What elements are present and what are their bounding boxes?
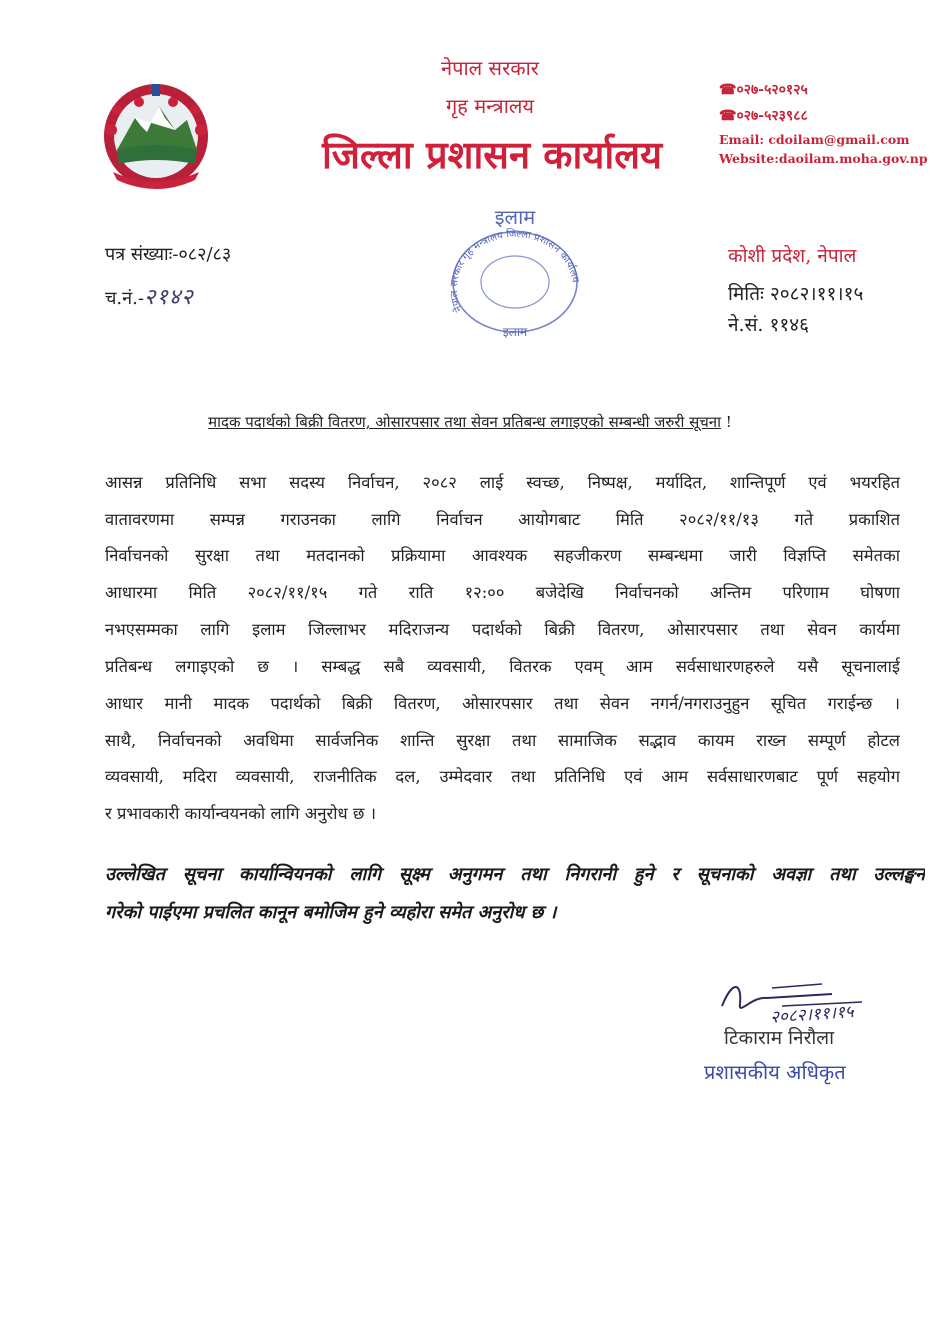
body-line: र प्रभावकारी कार्यान्वयनको लागि अनुरोध छ । [105,804,376,823]
body-line: आधार मानी मादक पदार्थको बिक्री वितरण, ओसारपसार तथा सेवन नगर्न/नगराउनुहुन सूचित गराईन्छ । [105,694,900,713]
email-address: Email: cdoilam@gmail.com [719,132,910,147]
body-line: साथै, निर्वाचनको अवधिमा सार्वजनिक शान्ति सुरक्षा तथा सामाजिक सद्भाव कायम राख्न सम्पूर्ण होटल [105,731,900,750]
nepal-emblem-icon [95,80,217,192]
subject-mark: ! [721,413,732,431]
office-seal-stamp [440,200,590,340]
office-title: जिल्ला प्रशासन कार्यालय [321,133,663,177]
dispatch-label: च.नं.- [105,288,144,309]
svg-text:इलाम: इलाम [494,205,536,229]
nepal-samvat-year: ने.सं. ११४६ [728,314,810,336]
signatory-designation: प्रशासकीय अधिकृत [704,1060,846,1084]
letter-number: पत्र संख्याः-०८२/८३ [105,244,232,265]
body-line: प्रतिबन्ध लगाइएको छ । सम्बद्ध सबै व्यवसायी, वितरक एवम् आम सर्वसाधारणहरुले यसै सूचनालाई [105,657,900,676]
province-name: कोशी प्रदेश, नेपाल [728,245,857,267]
body-line: आधारमा मिति २०८२/११/१५ गते राति १२:०० बजेदेखि निर्वाचनको अन्तिम परिणाम घोषणा [105,583,900,602]
body-line: निर्वाचनको सुरक्षा तथा मतदानको प्रक्रियामा आवश्यक सहजीकरण सम्बन्धमा जारी विज्ञप्ति समेतका [105,546,900,565]
body-line: नभएसम्मका लागि इलाम जिल्लाभर मदिराजन्य पदार्थको बिक्री वितरण, ओसारपसार तथा सेवन कार्यमा [105,620,900,639]
emphasis-line: गरेको पाईएमा प्रचलित कानून बमोजिम हुने व्यहोरा समेत अनुरोध छ । [105,902,557,923]
government-title: नेपाल सरकार [441,56,539,80]
body-line: वातावरणमा सम्पन्न गराउनका लागि निर्वाचन आयोगबाट मिति २०८२/११/१३ गते प्रकाशित [105,510,900,529]
dispatch-number [105,281,194,311]
subject-text: मादक पदार्थको बिक्री वितरण, ओसारपसार तथा सेवन प्रतिबन्ध लगाइएको सम्बन्धी जरुरी सूचना [208,413,722,431]
body-line: व्यवसायी, मदिरा व्यवसायी, राजनीतिक दल, उम्मेदवार तथा प्रतिनिधि एवं आम सर्वसाधारणबाट पूर्ण सहयोग [105,767,900,786]
website-address: Website:daoilam.moha.gov.np [719,151,928,166]
subject-line [100,412,840,432]
phone-number-1: ☎०२७-५२०१२५ [719,82,808,98]
dispatch-number-handwritten: २१४२ [143,285,194,310]
ministry-title: गृह मन्त्रालय [445,94,535,118]
signatory-name: टिकाराम निरौला [724,1027,835,1049]
emphasis-line: उल्लेखित सूचना कार्यान्वियनको लागि सूक्ष्म अनुगमन तथा निगरानी हुने र सूचनाको अवज्ञा तथा उल्लङ्घन [105,864,925,885]
letter-date: मितिः २०८२।११।१५ [728,283,864,305]
phone-number-2: ☎०२७-५२३९८८ [719,108,808,124]
body-line: आसन्न प्रतिनिधि सभा सदस्य निर्वाचन, २०८२ लाई स्वच्छ, निष्पक्ष, मर्यादित, शान्तिपूर्ण एवं भयरहित [105,473,900,492]
svg-text:इलाम: इलाम [502,325,528,339]
signature-date: २०८२।११।१५ [769,1002,855,1028]
svg-text:नेपाल सरकार गृह मन्त्रालय जिल्: नेपाल सरकार गृह मन्त्रालय जिल्ला प्रशासन कार्यालय [448,228,581,314]
